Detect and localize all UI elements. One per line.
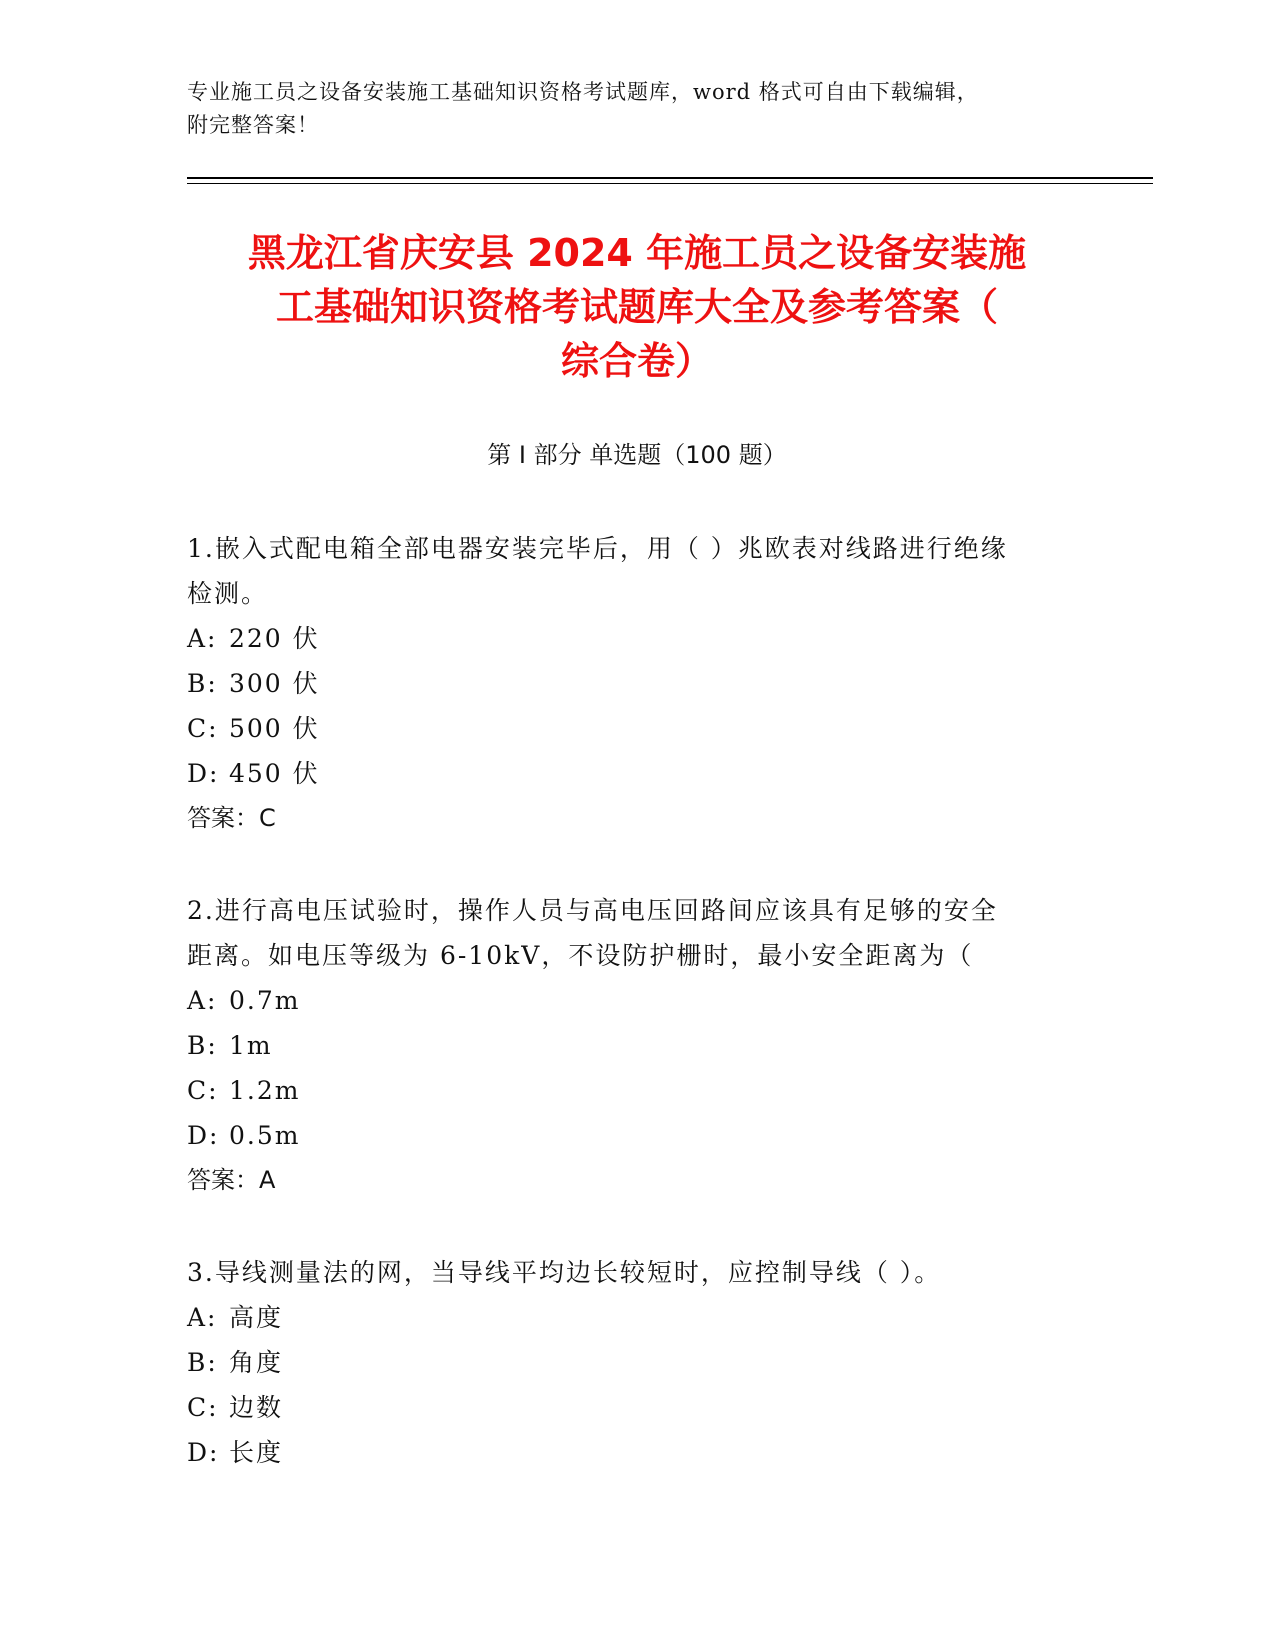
question-2: [187, 888, 1087, 1203]
option-key: B:: [187, 669, 218, 698]
option-b: [187, 1340, 1087, 1385]
option-key: A:: [187, 624, 218, 653]
option-a: [187, 1295, 1087, 1340]
option-text: 450 伏: [229, 759, 320, 788]
option-c: [187, 706, 1087, 751]
option-key: A:: [187, 1303, 218, 1332]
header-divider-thin: [187, 183, 1153, 184]
option-key: B:: [187, 1348, 218, 1377]
option-c: [187, 1385, 1087, 1430]
answer-line: 答案：A: [187, 1166, 276, 1194]
option-key: A:: [187, 986, 218, 1015]
option-d: [187, 751, 1087, 796]
option-a: [187, 978, 1087, 1023]
section-title: 第 I 部分 单选题（100 题）: [487, 441, 787, 469]
question-stem: 1.嵌入式配电箱全部电器安装完毕后，用（ ）兆欧表对线路进行绝缘: [187, 534, 1008, 563]
option-text: 500 伏: [229, 714, 320, 743]
title-line: 综合卷）: [560, 339, 713, 383]
option-b: [187, 661, 1087, 706]
option-text: 300 伏: [229, 669, 320, 698]
title-line: 黑龙江省庆安县 2024 年施工员之设备安装施: [247, 231, 1027, 275]
option-text: 1m: [229, 1031, 273, 1060]
document-title: [187, 226, 1087, 388]
question-stem: 3.导线测量法的网，当导线平均边长较短时，应控制导线（ ）。: [187, 1258, 942, 1287]
header-note-line: 附完整答案！: [187, 113, 319, 137]
option-text: 220 伏: [229, 624, 320, 653]
option-b: [187, 1023, 1087, 1068]
question-stem: 距离。如电压等级为 6-10kV，不设防护栅时，最小安全距离为（: [187, 941, 974, 970]
option-text: 1.2m: [229, 1076, 301, 1105]
option-key: C:: [187, 1393, 219, 1422]
option-key: B:: [187, 1031, 218, 1060]
header-note: [187, 76, 1067, 142]
option-key: C:: [187, 714, 219, 743]
question-1: [187, 526, 1087, 841]
header-divider-thick: [187, 177, 1153, 179]
option-text: 高度: [229, 1303, 284, 1332]
header-note-line: 专业施工员之设备安装施工基础知识资格考试题库，word 格式可自由下载编辑，: [187, 80, 979, 104]
option-text: 0.7m: [229, 986, 301, 1015]
option-d: [187, 1113, 1087, 1158]
option-text: 角度: [229, 1348, 284, 1377]
answer-line: 答案：C: [187, 804, 276, 832]
option-key: D:: [187, 1121, 220, 1150]
option-key: D:: [187, 759, 220, 788]
option-d: [187, 1430, 1087, 1475]
option-a: [187, 616, 1087, 661]
question-3: [187, 1250, 1087, 1475]
question-stem: 检测。: [187, 579, 269, 608]
option-text: 0.5m: [229, 1121, 301, 1150]
title-line: 工基础知识资格考试题库大全及参考答案（: [275, 285, 998, 329]
option-text: 边数: [229, 1393, 284, 1422]
option-text: 长度: [229, 1438, 284, 1467]
option-c: [187, 1068, 1087, 1113]
question-stem: 2.进行高电压试验时，操作人员与高电压回路间应该具有足够的安全: [187, 896, 998, 925]
option-key: D:: [187, 1438, 220, 1467]
option-key: C:: [187, 1076, 219, 1105]
